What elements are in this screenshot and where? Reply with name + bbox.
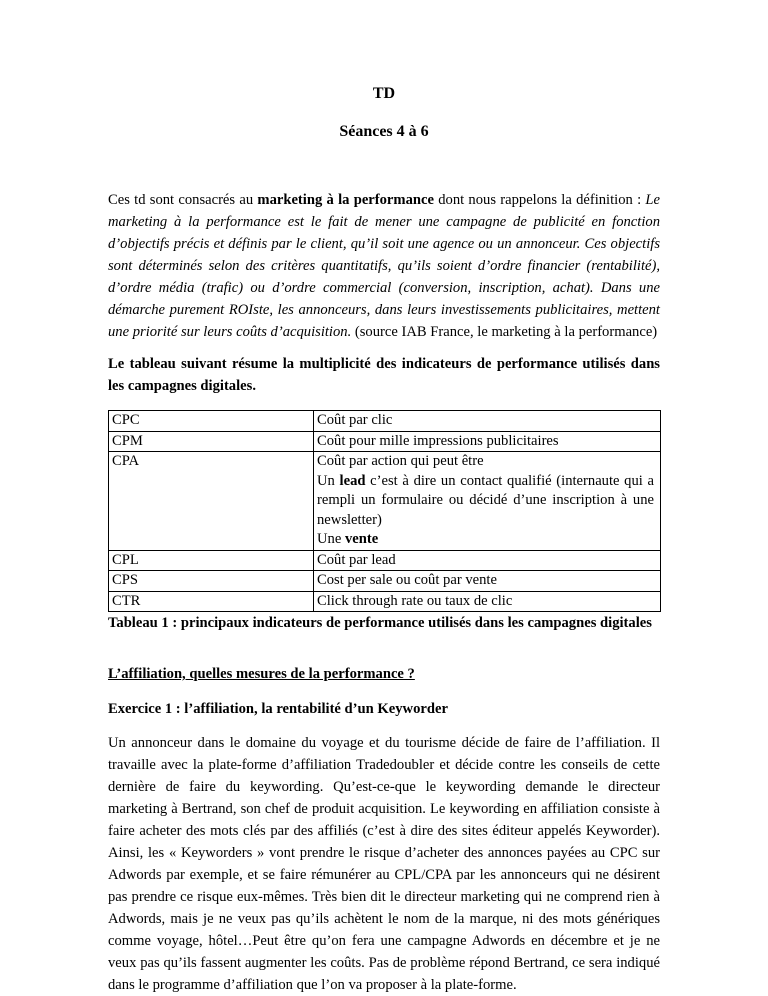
table-row <box>109 550 661 571</box>
cpa-sale-text <box>317 530 654 550</box>
intro-prefix: Ces td sont consacrés au <box>108 192 258 208</box>
page-subtitle: Séances 4 à 6 <box>339 123 429 140</box>
exercise-title: Exercice 1 : l’affiliation, la rentabilité d’un Keyworder <box>108 701 448 717</box>
intro-bold-term: marketing à la performance <box>257 192 434 208</box>
intro-after-bold: dont nous rappelons la définition : <box>433 192 646 208</box>
exercise-body: Un annonceur dans le domaine du voyage et du tourisme décide de faire de l’affiliation. Il travaille avec la plate-forme d’affiliation Tradedoubler et décide contre les conseils de cette dernière de faire du keywording. Qu’est-ce-que le keywording demande le directeur marketing à Bertrand, son chef de produit acquisition. Le keywording en affiliation consiste à faire acheter des mots clés par des affiliés (c’est à dire des sites éditeur appelés Keyworder). Ainsi, les « Keyworders » vont prendre le risque d’acheter des annonces payées au CPC sur Adwords par exemple, et se faire rémunérer au CPL/CPA par les annonceurs qui ne désirent pas prendre ce risque eux-mêmes. Très bien dit le directeur marketing qui ne comprend rien à Adwords, mais je ne veux pas qu’ils achètent le nom de la marque, ni des mots génériques comme voyage, hôtel…Peut être qu’on fera une campagne Adwords en décembre et je ne veux pas qu’ils fassent augmenter les coûts. Pas de problème répond Bertrand, ce sera indiqué dans le programme d’affiliation que l’on va proposer à la plate-forme. <box>108 735 660 993</box>
cpa-sale-prefix: Une <box>317 531 345 547</box>
table-row <box>109 571 661 592</box>
page-title: TD <box>372 85 396 102</box>
table-row <box>109 431 661 452</box>
table-row <box>109 452 661 551</box>
cpa-sale-bold: vente <box>344 531 379 547</box>
cpa-lead-rest: c’est à dire un contact qualifié (internaute qui a rempli un formulaire ou décidé d’une inscription à une newsletter) <box>317 472 654 528</box>
table-cell-desc: Cost per sale ou coût par vente <box>314 571 661 592</box>
table-row <box>109 411 661 432</box>
cpa-lead-prefix: Un <box>317 472 340 489</box>
intro-definition: Le marketing à la performance est le fait de mener une campagne de publicité en fonction d’objectifs précis et définis par le client, qu’il soit une agence ou un annonceur. Ces objectifs sont déterminés selon des critères quantitatifs, qu’ils soient d’ordre financier (rentabilité), d’ordre média (trafic) ou d’ordre commercial (conversion, inscription, achat). Dans une démarche purement ROIste, les annonceurs, dans leurs investissements publicitaires, mettent une priorité sur leurs coûts d’acquisition. <box>108 192 660 340</box>
cpa-lead-bold: lead <box>339 472 366 489</box>
table-cell-code: CTR <box>109 591 314 612</box>
table-cell-desc: Coût pour mille impressions publicitaires <box>314 431 661 452</box>
table-caption: Tableau 1 : principaux indicateurs de performance utilisés dans les campagnes digitales <box>108 615 652 631</box>
table-cell-code: CPS <box>109 571 314 592</box>
table-cell-desc: Coût par lead <box>314 550 661 571</box>
intro-paragraph <box>108 189 660 343</box>
table-row <box>109 591 661 612</box>
cpa-lead-text <box>317 472 654 531</box>
table-cell-code: CPL <box>109 550 314 571</box>
cpa-desc: Coût par action qui peut être <box>317 453 484 469</box>
table-intro: Le tableau suivant résume la multiplicité des indicateurs de performance utilisés dans les campagnes digitales. <box>108 356 660 394</box>
indicators-table <box>108 410 661 612</box>
table-cell-code: CPA <box>109 452 314 551</box>
table-cell-code: CPM <box>109 431 314 452</box>
table-cell-desc: Click through rate ou taux de clic <box>314 591 661 612</box>
intro-source: (source IAB France, le marketing à la performance) <box>351 324 658 340</box>
table-cell-desc <box>314 452 661 551</box>
table-cell-desc: Coût par clic <box>314 411 661 432</box>
section-title: L’affiliation, quelles mesures de la performance ? <box>108 666 415 682</box>
table-cell-code: CPC <box>109 411 314 432</box>
